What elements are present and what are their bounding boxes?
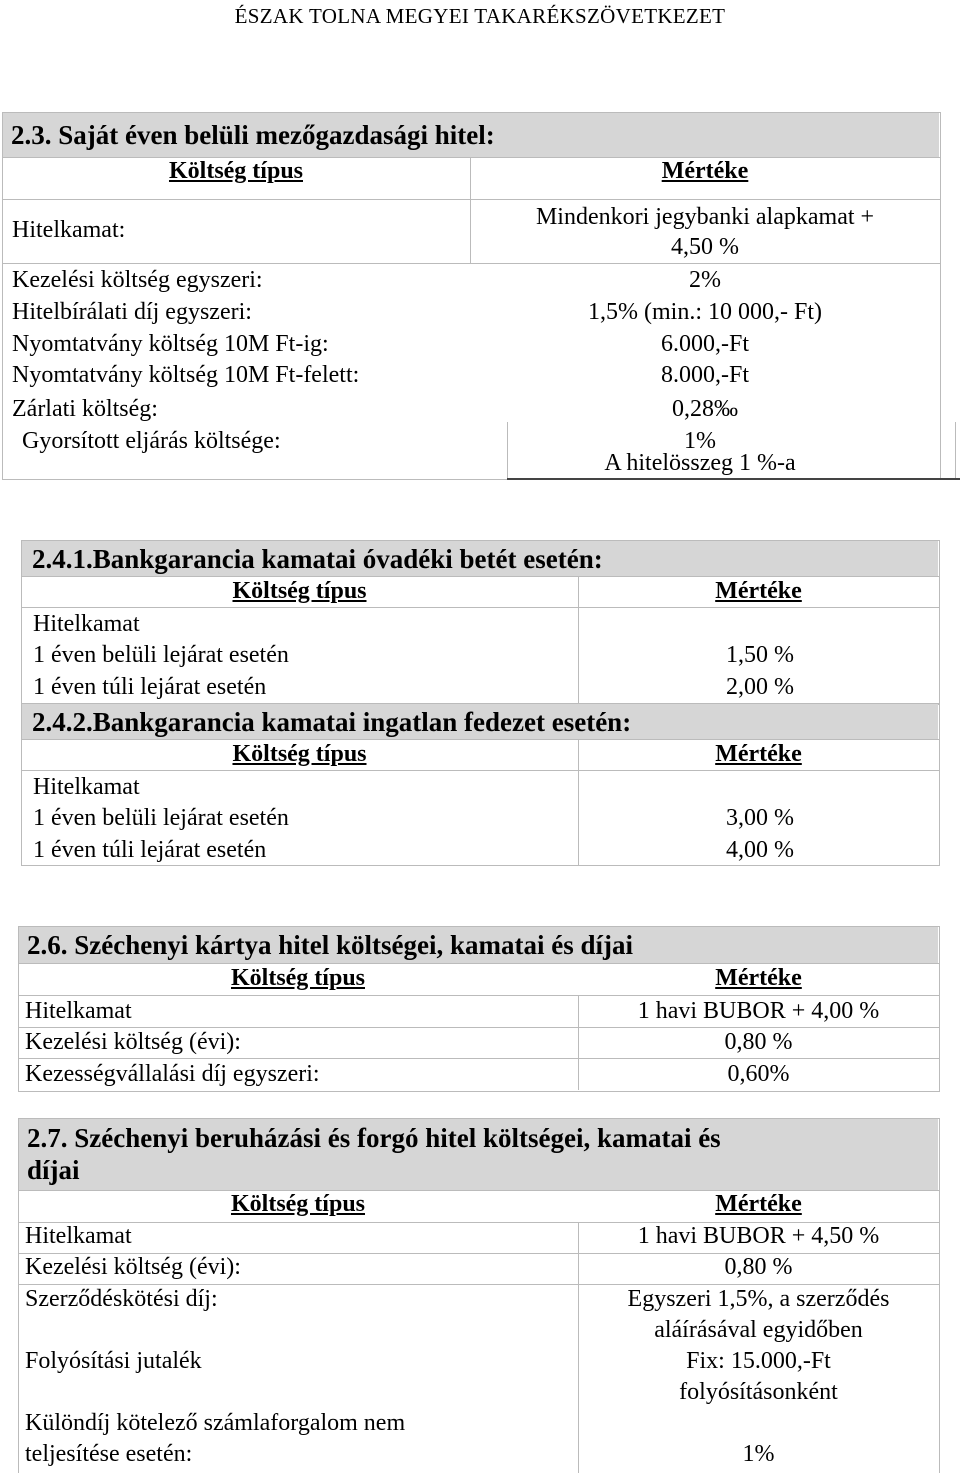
column-header-cost-type: Költség típus [232, 578, 367, 604]
column-header-cost-type: Költség típus [230, 1191, 365, 1217]
column-header-rate: Mértéke [715, 578, 802, 604]
column-header-cost-type: Költség típus [230, 965, 365, 991]
column-header-rate: Mértéke [661, 158, 749, 184]
row-value-interest: 1 havi BUBOR + 4,50 % [637, 1223, 880, 1249]
row-value-closing-cost: 0,28‰ [672, 396, 738, 422]
section-2-6-title: 2.6. Széchenyi kártya hitel költségei, kamatai és díjai [19, 927, 938, 963]
row-value-contract-fee-1: Egyszeri 1,5%, a szerződés [627, 1286, 890, 1312]
row-value-interest: Mindenkori jegybanki alapkamat + [535, 204, 875, 230]
row-value-contract-fee-2: aláírásával egyidőben [654, 1317, 863, 1343]
row-label-interest: Hitelkamat [33, 774, 140, 800]
row-label-form-cost-under: Nyomtatvány költség 10M Ft-ig: [12, 331, 329, 357]
row-label-assessment-fee: Hitelbírálati díj egyszeri: [12, 299, 252, 325]
column-header-rate: Mértéke [715, 965, 802, 991]
row-value-expedited-cost-2: A hitelösszeg 1 %-a [604, 450, 796, 476]
row-value-handling-fee: 0,80 % [724, 1254, 793, 1280]
row-value-interest: 1 havi BUBOR + 4,00 % [637, 998, 880, 1024]
section-2-4-2-title: 2.4.2.Bankgarancia kamatai ingatlan fedezet esetén: [22, 704, 938, 739]
row-label-within-year: 1 éven belüli lejárat esetén [33, 642, 289, 668]
row-value-disbursement-fee-2: folyósításonként [679, 1379, 838, 1405]
row-label-disbursement-fee: Folyósítási jutalék [25, 1348, 202, 1374]
row-label-interest: Hitelkamat [25, 998, 132, 1024]
row-label-interest: Hitelkamat [33, 611, 140, 637]
column-header-rate: Mértéke [715, 1191, 802, 1217]
column-header-cost-type: Költség típus [232, 741, 367, 767]
row-label-contract-fee: Szerződéskötési díj: [25, 1286, 218, 1312]
row-label-interest: Hitelkamat [25, 1223, 132, 1249]
row-value-form-cost-over: 8.000,-Ft [660, 362, 749, 388]
section-2-4-1-title: 2.4.1.Bankgarancia kamatai óvadéki betét esetén: [22, 541, 938, 576]
row-value-disbursement-fee-1: Fix: 15.000,-Ft [686, 1348, 831, 1374]
row-label-handling-fee: Kezelési költség (évi): [25, 1029, 241, 1055]
row-value-special-fee: 1% [742, 1441, 775, 1467]
row-value-over-year: 4,00 % [726, 837, 794, 863]
organization-header: ÉSZAK TOLNA MEGYEI TAKARÉKSZÖVETKEZET [234, 4, 726, 28]
row-value-over-year: 2,00 % [726, 674, 794, 700]
row-value-assessment-fee: 1,5% (min.: 10 000,- Ft) [588, 299, 822, 325]
row-label-special-fee-2: teljesítése esetén: [25, 1441, 193, 1467]
row-value-handling-fee: 2% [689, 267, 721, 293]
row-value-interest-2: 4,50 % [671, 234, 739, 260]
section-2-3-title: 2.3. Saját éven belüli mezőgazdasági hitel: [3, 113, 939, 157]
row-label-within-year: 1 éven belüli lejárat esetén [33, 805, 289, 831]
row-value-guarantee-fee: 0,60% [727, 1061, 790, 1087]
row-value-within-year: 1,50 % [726, 642, 794, 668]
column-header-cost-type: Költség típus [168, 158, 303, 184]
row-label-expedited-cost: Gyorsított eljárás költsége: [22, 428, 281, 454]
row-value-form-cost-under: 6.000,-Ft [660, 331, 749, 357]
row-value-expedited-cost: 1% [684, 428, 716, 454]
section-2-7-title-line2: díjai [27, 1155, 80, 1186]
row-label-over-year: 1 éven túli lejárat esetén [33, 674, 267, 700]
row-value-within-year: 3,00 % [726, 805, 794, 831]
row-label-over-year: 1 éven túli lejárat esetén [33, 837, 267, 863]
row-label-form-cost-over: Nyomtatvány költség 10M Ft-felett: [12, 362, 360, 388]
row-label-guarantee-fee: Kezességvállalási díj egyszeri: [25, 1061, 320, 1087]
section-2-7-title-line1: 2.7. Széchenyi beruházási és forgó hitel költségei, kamatai és [27, 1123, 721, 1153]
column-header-rate: Mértéke [715, 741, 802, 767]
row-value-handling-fee: 0,80 % [724, 1029, 793, 1055]
row-label-interest: Hitelkamat: [12, 217, 126, 243]
row-label-closing-cost: Zárlati költség: [12, 396, 158, 422]
row-label-special-fee-1: Különdíj kötelező számlaforgalom nem [25, 1410, 406, 1436]
section-2-7-title [19, 1119, 938, 1190]
row-label-handling-fee: Kezelési költség (évi): [25, 1254, 241, 1280]
row-label-handling-fee: Kezelési költség egyszeri: [12, 267, 263, 293]
